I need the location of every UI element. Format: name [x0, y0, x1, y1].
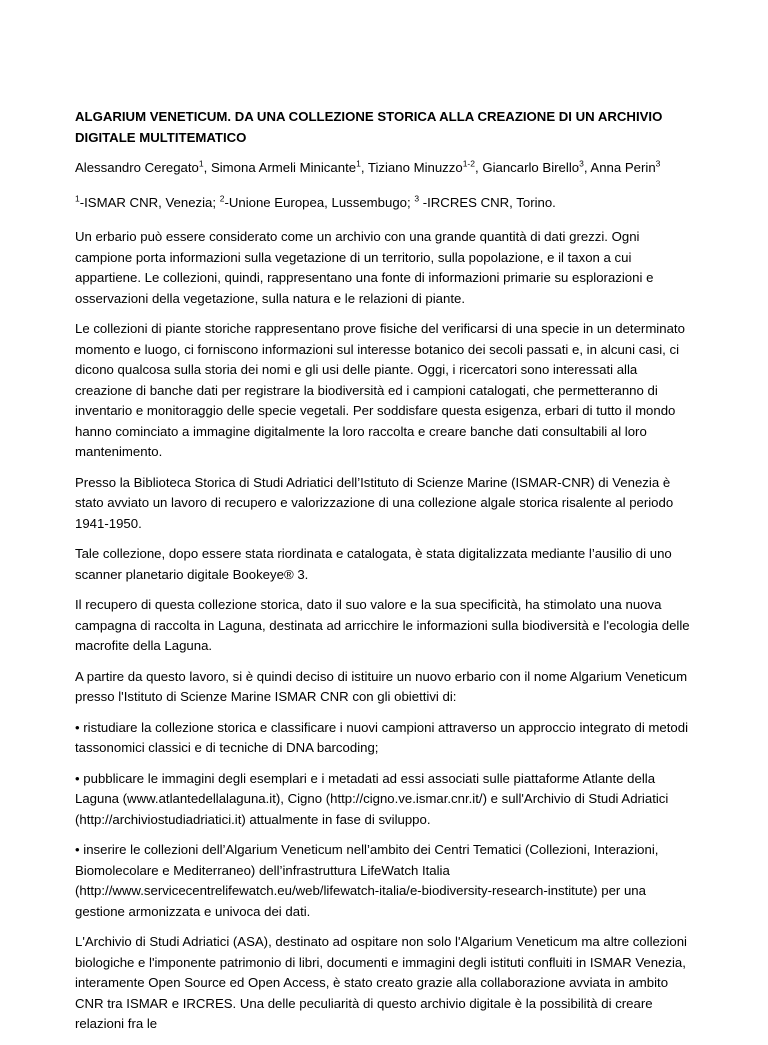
- author-name: Tiziano Minuzzo: [367, 160, 463, 175]
- author-affiliation-mark: 1: [198, 158, 204, 169]
- author-affiliation-mark: 1-2: [462, 158, 475, 169]
- affiliation-mark: 2: [219, 193, 225, 204]
- document-body: [75, 107, 695, 1045]
- bullet-item: • pubblicare le immagini degli esemplari e i metadati ad essi associati sulle piattaforme Atlante della Laguna (www.atlantedellalaguna.it), Cigno (http://cigno.ve.ismar.cnr.it/) e sull'Archivio di Studi Adriatici (http://archiviostudiadriatici.it) attualmente in fase di sviluppo.: [75, 770, 669, 827]
- body-paragraph: Il recupero di questa collezione storica, dato il suo valore e la sua specificità, ha stimolato una nuova campagna di raccolta in Laguna, destinata ad arricchire le informazioni sulla biodiversità e l'ecologia delle macrofite della Laguna.: [75, 597, 690, 653]
- author-name: Alessandro Ceregato: [75, 160, 199, 175]
- affiliation-mark: 1: [75, 193, 80, 204]
- body-paragraph: A partire da questo lavoro, si è quindi deciso di istituire un nuovo erbario con il nome Algarium Veneticum presso l'Istituto di Scienze Marine ISMAR CNR con gli obiettivi di:: [75, 668, 688, 704]
- author-affiliation-mark: 1: [356, 158, 361, 169]
- paper-title: ALGARIUM VENETICUM. DA UNA COLLEZIONE STORICA ALLA CREAZIONE DI UN ARCHIVIO DIGITALE MULTITEMATICO: [75, 109, 663, 145]
- author-name: Anna Perin: [590, 160, 656, 175]
- body-paragraph: Le collezioni di piante storiche rappresentano prove fisiche del verificarsi di una specie in un determinato momento e luogo, ci forniscono informazioni sul interesse botanico dei secoli passati e, in alcuni casi, ci dicono qualcosa sulla storia dei nomi e gli usi delle piante. Oggi, i ricercatori sono interessati alla creazione di banche dati per registrare la biodiversità ed i campioni catalogati, che permetteranno di inventario e monitoraggio delle specie vegetali. Per soddisfare questa esigenza, erbari di tutto il mondo hanno cominciato a immagine digitalmente la loro raccolta e creare banche dati consultabili al loro mantenimento.: [75, 321, 685, 459]
- author-affiliation-mark: 3: [579, 158, 584, 169]
- author-name: Giancarlo Birello: [482, 160, 580, 175]
- author-list: Alessandro Ceregato$^1$, Simona Armeli Minicante$^1$, Tiziano Minuzzo$^{1-2}$, Giancarlo Birello$^3$, Anna Perin$^3$: [75, 158, 661, 175]
- affiliation-mark: 3: [414, 193, 420, 204]
- bullet-item: • ristudiare la collezione storica e classificare i nuovi campioni attraverso un approccio integrato di metodi tassonomici classici e di tecniche di DNA barcoding;: [75, 719, 689, 755]
- bullet-item: • inserire le collezioni dell’Algarium Veneticum nell’ambito dei Centri Tematici (Collezioni, Interazioni, Biomolecolare e Mediterraneo) dell’infrastruttura LifeWatch Italia (http://www.servicecentrelifewatch.eu/web/lifewatch-italia/e-biodiversity-research-institute) per una gestione armonizzata e univoca dei dati.: [75, 842, 659, 919]
- body-paragraph: Tale collezione, dopo essere stata riordinata e catalogata, è stata digitalizzata mediante l’ausilio di uno scanner planetario digitale Bookeye® 3.: [75, 546, 672, 582]
- body-paragraph: L'Archivio di Studi Adriatici (ASA), destinato ad ospitare non solo l'Algarium Veneticum ma altre collezioni biologiche e l'imponente patrimonio di libri, documenti e immagini degli istituti confluiti in ISMAR Venezia, interamente Open Source ed Open Access, è stato creato grazie alla collaborazione avviata in ambito CNR tra ISMAR e IRCRES. Una delle peculiarità di questo archivio digitale è la possibilità di creare relazioni fra le: [75, 934, 687, 1031]
- affiliation-list: [75, 193, 695, 214]
- affiliation-text: -IRCRES CNR, Torino.: [419, 194, 556, 210]
- affiliation-text: -ISMAR CNR, Venezia;: [79, 194, 220, 210]
- body-paragraph: Presso la Biblioteca Storica di Studi Adriatici dell’Istituto di Scienze Marine (ISMAR-CNR) di Venezia è stato avviato un lavoro di recupero e valorizzazione di una collezione algale storica risalente al periodo 1941-1950.: [75, 474, 674, 531]
- author-affiliation-mark: 3: [655, 158, 661, 169]
- body-paragraph: Un erbario può essere considerato come un archivio con una grande quantità di dati grezzi. Ogni campione porta informazioni sulla vegetazione di un territorio, sulla popolazione, e il taxon a cui appartiene. Le collezioni, quindi, rappresentano una fonte di informazioni primarie su esplorazioni e osservazioni della vegetazione, sulla natura e le relazioni di piante.: [75, 229, 654, 306]
- affiliation-text: -Unione Europea, Lussembugo;: [224, 194, 415, 210]
- author-name: Simona Armeli Minicante: [210, 160, 357, 175]
